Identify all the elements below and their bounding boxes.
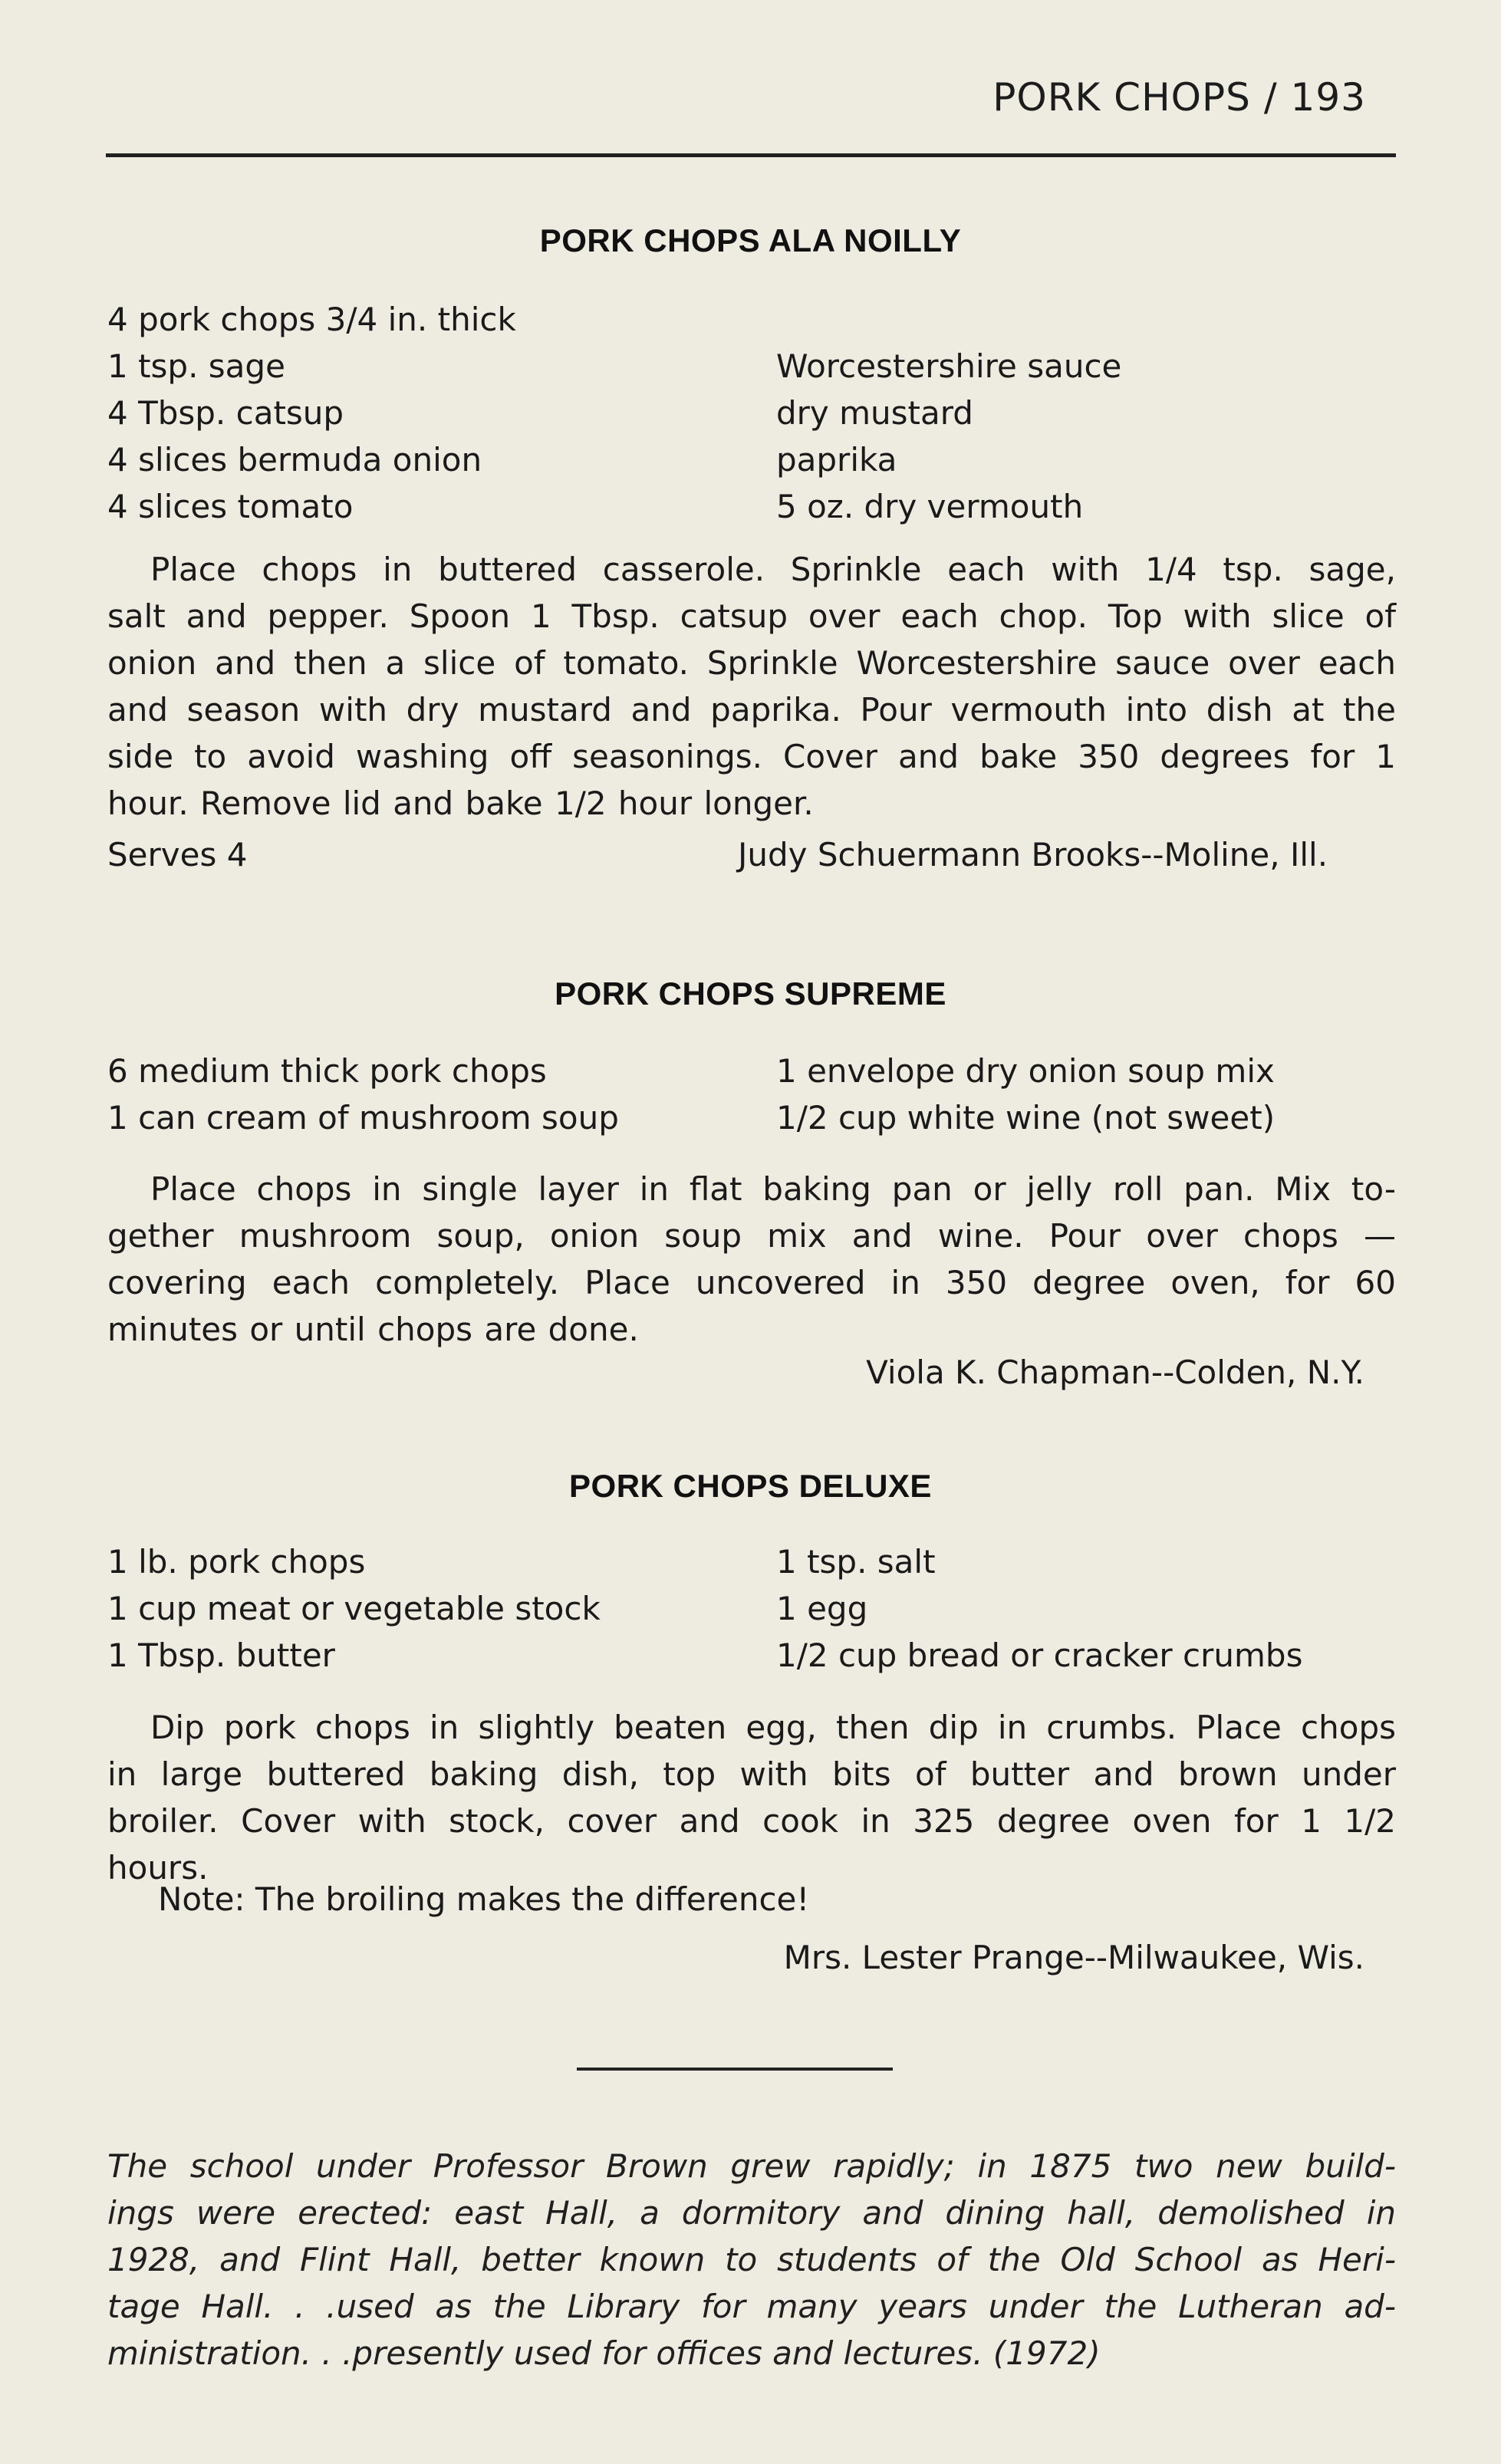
ingredient-item: 4 Tbsp. catsup xyxy=(107,394,344,432)
ingredient-item: 1 envelope dry onion soup mix xyxy=(776,1052,1275,1090)
recipe-credit: Viola K. Chapman--Colden, N.Y. xyxy=(866,1354,1364,1391)
directions-line: gether mushroom soup, onion soup mix and wine. Pour over chops — xyxy=(107,1217,1396,1255)
recipe-directions xyxy=(107,546,1396,827)
history-note xyxy=(107,2143,1396,2377)
ingredient-item: 1 Tbsp. butter xyxy=(107,1637,335,1674)
recipe-note: Note: The broiling makes the difference! xyxy=(158,1880,810,1918)
ingredients-right xyxy=(776,343,1121,530)
running-head: PORK CHOPS / 193 xyxy=(992,75,1366,120)
directions-line: Place chops in single layer in flat baking pan or jelly roll pan. Mix to- xyxy=(150,1170,1396,1208)
ingredients-left xyxy=(107,296,516,530)
ingredient-item: dry mustard xyxy=(776,394,973,432)
ingredients-left xyxy=(107,1538,601,1679)
directions-line: broiler. Cover with stock, cover and cook in 325 degree oven for 1 1/2 xyxy=(107,1802,1396,1840)
ingredient-item: paprika xyxy=(776,441,897,479)
recipe-title-deluxe: PORK CHOPS DELUXE xyxy=(569,1468,932,1504)
ingredients-right xyxy=(776,1048,1275,1141)
recipe-credit: Judy Schuermann Brooks--Moline, Ill. xyxy=(738,836,1328,873)
recipe-directions xyxy=(107,1704,1396,1891)
ingredient-item: 4 slices bermuda onion xyxy=(107,441,482,479)
recipe-title-supreme: PORK CHOPS SUPREME xyxy=(555,975,946,1012)
directions-line: salt and pepper. Spoon 1 Tbsp. catsup over each chop. Top with slice of xyxy=(107,597,1396,635)
ingredient-item: 1 tsp. salt xyxy=(776,1543,936,1581)
ingredient-item: 1 egg xyxy=(776,1590,868,1627)
directions-line: Place chops in buttered casserole. Sprinkle each with 1/4 tsp. sage, xyxy=(150,551,1396,588)
directions-line: hour. Remove lid and bake 1/2 hour longer. xyxy=(107,785,814,822)
directions-line: in large buttered baking dish, top with bits of butter and brown under xyxy=(107,1755,1396,1793)
ingredient-item: 1 can cream of mushroom soup xyxy=(107,1099,619,1137)
directions-line: Dip pork chops in slightly beaten egg, then dip in crumbs. Place chops xyxy=(150,1709,1396,1746)
directions-line: side to avoid washing off seasonings. Cover and bake 350 degrees for 1 xyxy=(107,738,1396,775)
ingredient-item: 1 lb. pork chops xyxy=(107,1543,366,1581)
history-line: ings were erected: east Hall, a dormitory and dining hall, demolished in xyxy=(107,2194,1396,2232)
directions-line: minutes or until chops are done. xyxy=(107,1311,639,1348)
ingredients-right xyxy=(776,1538,1302,1679)
ingredients-left xyxy=(107,1048,619,1141)
history-line: ministration. . .presently used for offices and lectures. (1972) xyxy=(107,2334,1101,2372)
recipe-directions xyxy=(107,1166,1396,1353)
directions-line: hours. xyxy=(107,1849,209,1887)
header-rule xyxy=(106,153,1396,157)
ingredient-item: 4 slices tomato xyxy=(107,488,354,525)
recipe-title-ala-noilly: PORK CHOPS ALA NOILLY xyxy=(539,222,962,258)
directions-line: onion and then a slice of tomato. Sprinkle Worcestershire sauce over each xyxy=(107,644,1396,682)
section-divider xyxy=(577,2068,893,2071)
history-line: tage Hall. . .used as the Library for many years under the Lutheran ad- xyxy=(107,2288,1396,2325)
ingredient-item: Worcestershire sauce xyxy=(776,347,1122,385)
ingredient-item: 1/2 cup bread or cracker crumbs xyxy=(776,1637,1303,1674)
serves-note: Serves 4 xyxy=(107,836,248,873)
ingredient-item: 1/2 cup white wine (not sweet) xyxy=(776,1099,1276,1137)
directions-line: and season with dry mustard and paprika. Pour vermouth into dish at the xyxy=(107,691,1396,729)
ingredient-item: 1 cup meat or vegetable stock xyxy=(107,1590,601,1627)
directions-line: covering each completely. Place uncovered in 350 degree oven, for 60 xyxy=(107,1264,1396,1301)
recipe-credit: Mrs. Lester Prange--Milwaukee, Wis. xyxy=(783,1939,1364,1976)
ingredient-item: 6 medium thick pork chops xyxy=(107,1052,547,1090)
history-line: The school under Professor Brown grew rapidly; in 1875 two new build- xyxy=(107,2147,1396,2185)
ingredient-item: 5 oz. dry vermouth xyxy=(776,488,1084,525)
history-line: 1928, and Flint Hall, better known to students of the Old School as Heri- xyxy=(107,2241,1396,2278)
ingredient-item: 1 tsp. sage xyxy=(107,347,285,385)
ingredient-item: 4 pork chops 3/4 in. thick xyxy=(107,301,516,338)
